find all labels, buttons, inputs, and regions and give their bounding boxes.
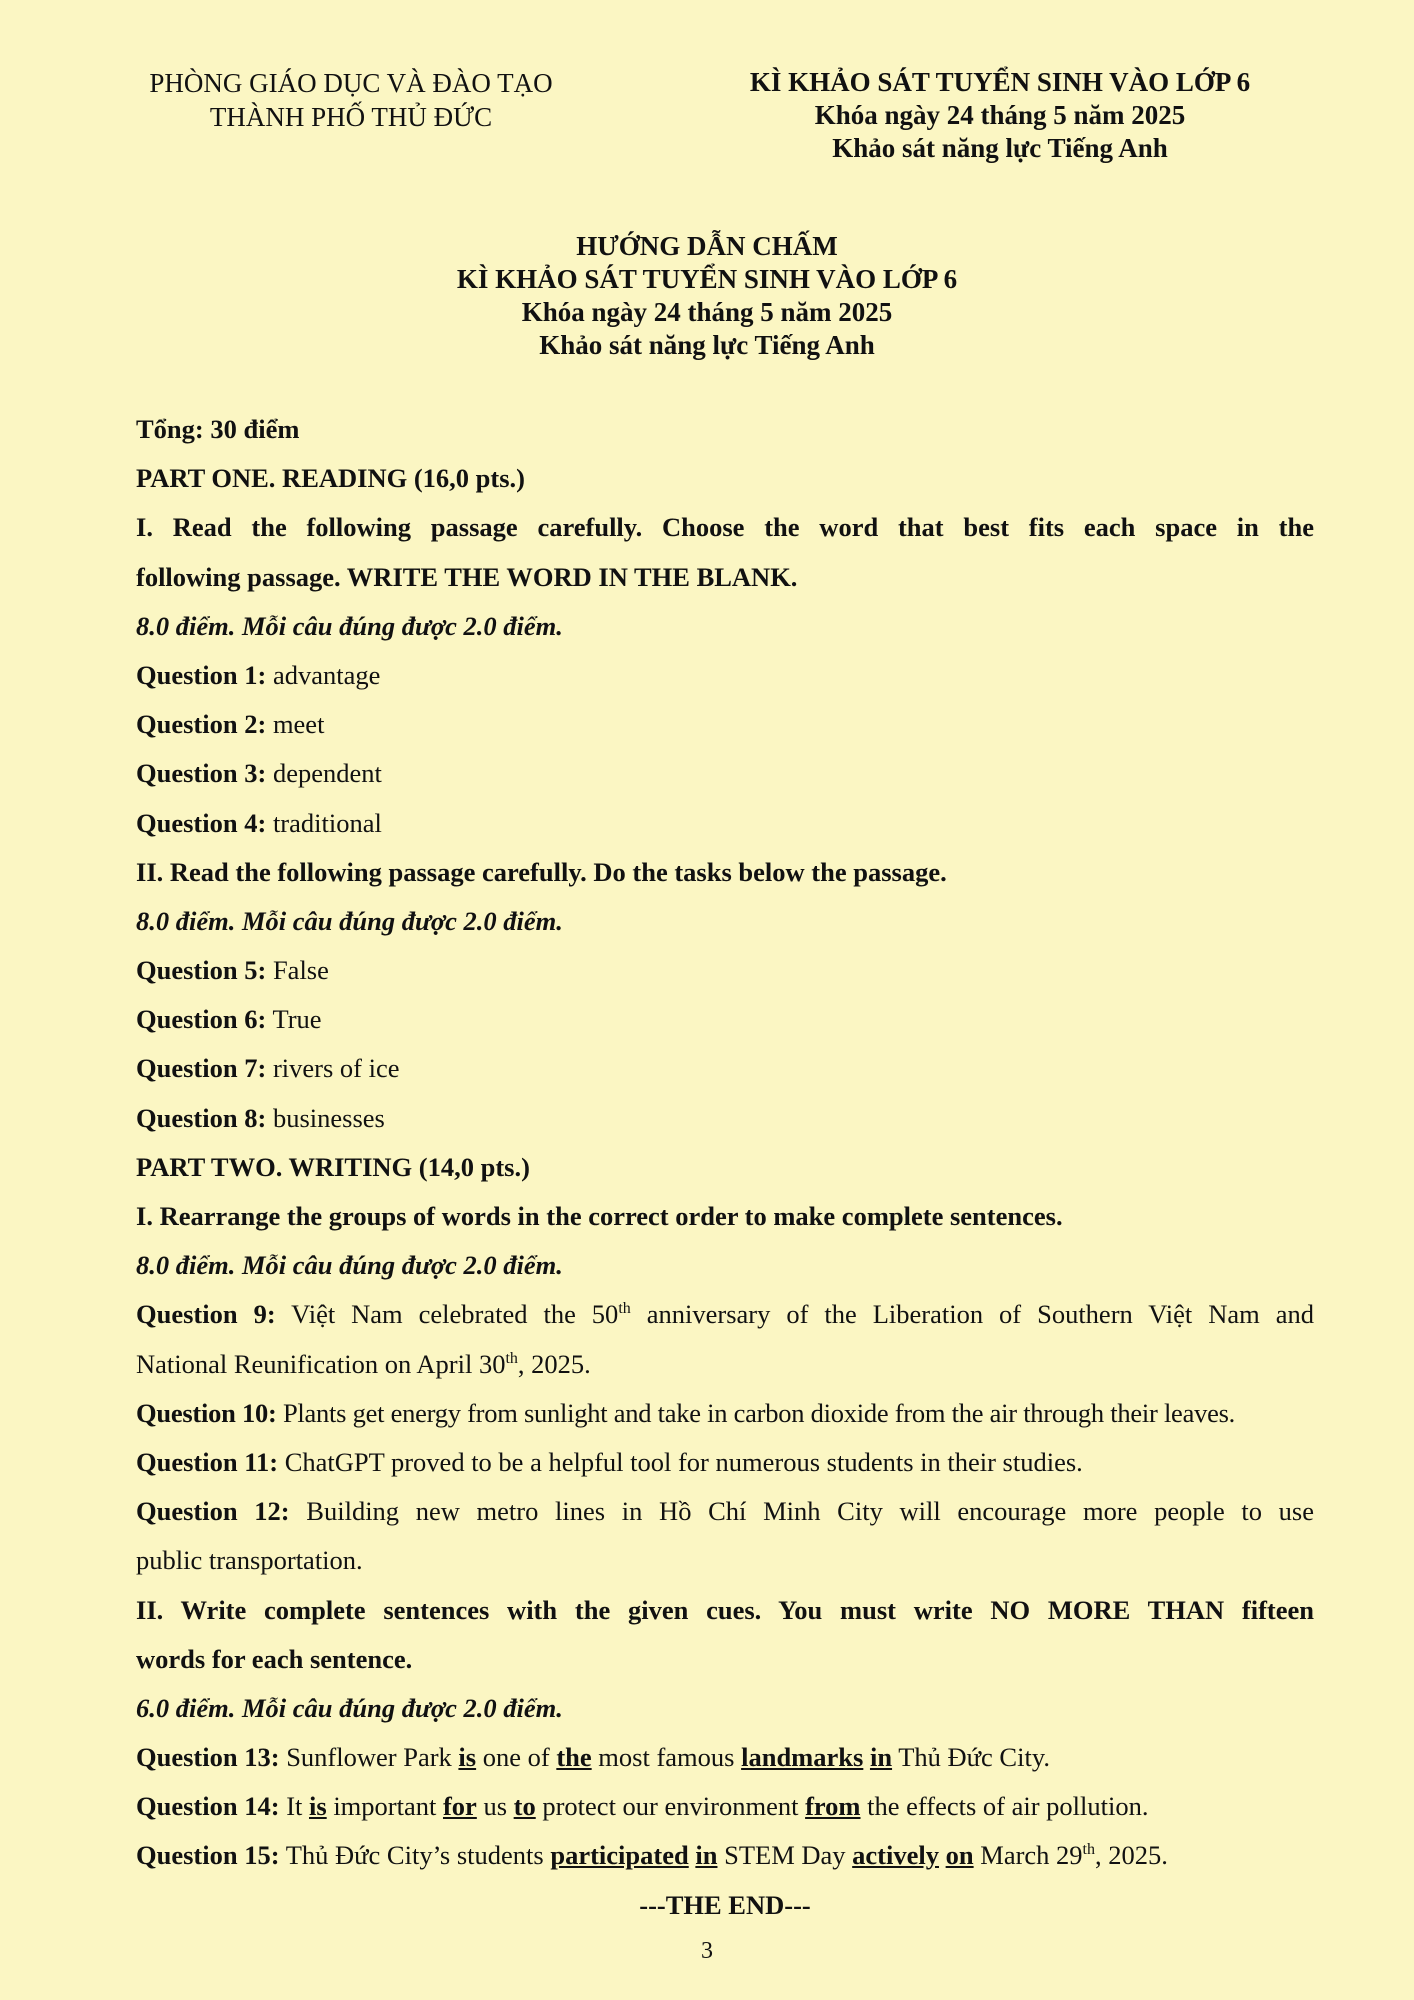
answer-text: anniversary of the Liberation of Southern Việt Nam and — [646, 1299, 1314, 1330]
header-right — [720, 66, 1280, 165]
answer-text: one of — [482, 1742, 550, 1773]
answer-line-q11 — [136, 1442, 1314, 1491]
header-left — [136, 66, 566, 134]
department-name: PHÒNG GIÁO DỤC VÀ ĐÀO TẠO — [149, 68, 553, 98]
superscript: th — [618, 1300, 631, 1318]
part-one-section-1-instruction: I. Read the following passage carefully. Choose the word that best fits each space in the — [136, 512, 1314, 543]
question-label: Question 11: — [136, 1446, 279, 1477]
underlined-word: in — [695, 1840, 718, 1871]
answer-text: False — [272, 955, 329, 986]
answer-text: , 2025. — [1095, 1840, 1168, 1871]
question-label: Question 5: — [136, 955, 267, 986]
underlined-word: from — [805, 1791, 861, 1822]
answer-text: Building new metro lines in Hồ Chí Minh City will encourage more people to use — [306, 1496, 1315, 1527]
question-label: Question 8: — [136, 1102, 267, 1133]
underlined-word: the — [556, 1742, 592, 1773]
answer-line — [136, 655, 1314, 704]
underlined-word: is — [309, 1791, 327, 1822]
question-label: Question 7: — [136, 1053, 267, 1084]
part-one-heading: PART ONE. READING (16,0 pts.) — [136, 463, 525, 494]
underlined-word: actively — [852, 1840, 939, 1871]
answer-text: Plants get energy from sunlight and take in carbon dioxide from the air through their leaves. — [282, 1397, 1236, 1428]
answer-text: , 2025. — [517, 1348, 591, 1379]
the-end-marker: ---THE END--- — [639, 1889, 811, 1920]
answer-line — [136, 950, 1314, 999]
answer-text: important — [333, 1791, 437, 1822]
answer-line — [136, 704, 1314, 753]
answer-text: the effects of air pollution. — [867, 1791, 1149, 1822]
title-line-1: HƯỚNG DẪN CHẤM — [576, 231, 838, 261]
city-name: THÀNH PHỐ THỦ ĐỨC — [209, 102, 493, 132]
answer-line-q10 — [136, 1393, 1314, 1442]
answer-line-q13 — [136, 1737, 1314, 1786]
question-label: Question 6: — [136, 1004, 267, 1035]
answer-line-q12 — [136, 1491, 1314, 1540]
answer-line-q9-cont — [136, 1344, 1314, 1393]
answer-text: STEM Day — [724, 1840, 846, 1871]
answer-text: dependent — [272, 758, 382, 789]
answer-line — [136, 753, 1314, 802]
part-two-section-1-instruction: I. Rearrange the groups of words in the correct order to make complete sentences. — [136, 1201, 1063, 1231]
answer-text: National Reunification on April 30 — [136, 1348, 506, 1379]
section-points: 8.0 điểm. Mỗi câu đúng được 2.0 điểm. — [136, 610, 563, 641]
answer-text: protect our environment — [542, 1791, 799, 1822]
answer-text: us — [483, 1791, 508, 1822]
part-one-section-2-instruction: II. Read the following passage carefully. Do the tasks below the passage. — [136, 856, 947, 887]
answer-line — [136, 999, 1314, 1048]
question-label: Question 15: — [136, 1840, 280, 1871]
answer-text: rivers of ice — [272, 1053, 400, 1084]
title-line-2: KÌ KHẢO SÁT TUYỂN SINH VÀO LỚP 6 — [456, 264, 958, 294]
question-label: Question 1: — [136, 659, 267, 690]
answer-text: ChatGPT proved to be a helpful tool for numerous students in their studies. — [284, 1446, 1083, 1477]
exam-subject: Khảo sát năng lực Tiếng Anh — [832, 133, 1168, 163]
question-label: Question 2: — [136, 709, 267, 740]
superscript: th — [505, 1349, 518, 1367]
answer-line-q14 — [136, 1786, 1314, 1835]
question-label: Question 14: — [136, 1791, 280, 1822]
answer-line — [136, 1098, 1314, 1147]
superscript: th — [1082, 1841, 1095, 1859]
section-points: 8.0 điểm. Mỗi câu đúng được 2.0 điểm. — [136, 1250, 563, 1281]
answer-key-content — [136, 409, 1314, 1934]
answer-text: March 29 — [980, 1840, 1083, 1871]
title-line-3: Khóa ngày 24 tháng 5 năm 2025 — [521, 297, 893, 327]
answer-text: It — [286, 1791, 303, 1822]
part-two-section-2-instruction: II. Write complete sentences with the given cues. You must write NO MORE THAN fifteen — [136, 1594, 1314, 1625]
question-label: Question 10: — [136, 1397, 277, 1428]
exam-date: Khóa ngày 24 tháng 5 năm 2025 — [814, 100, 1186, 130]
answer-text: Sunflower Park — [286, 1742, 452, 1773]
page-number: 3 — [701, 1938, 713, 1964]
underlined-word: is — [458, 1742, 477, 1773]
answer-text: Việt Nam celebrated the 50 — [291, 1299, 619, 1330]
answer-line — [136, 803, 1314, 852]
document-title — [0, 230, 1414, 362]
section-points: 6.0 điểm. Mỗi câu đúng được 2.0 điểm. — [136, 1692, 563, 1723]
answer-text: most famous — [598, 1742, 735, 1773]
answer-text: businesses — [272, 1102, 385, 1133]
answer-text: Thủ Đức City’s students — [285, 1840, 544, 1871]
answer-text: public transportation. — [136, 1545, 363, 1576]
exam-name: KÌ KHẢO SÁT TUYỂN SINH VÀO LỚP 6 — [749, 67, 1251, 97]
question-label: Question 9: — [136, 1299, 276, 1330]
answer-text: meet — [272, 709, 325, 740]
answer-line-q12-cont — [136, 1540, 1314, 1589]
total-score: Tổng: 30 điểm — [136, 414, 300, 444]
answer-line-q9 — [136, 1294, 1314, 1343]
section-points: 8.0 điểm. Mỗi câu đúng được 2.0 điểm. — [136, 905, 563, 936]
answer-text: traditional — [272, 807, 382, 838]
underlined-word: in — [869, 1742, 893, 1773]
answer-text: advantage — [272, 659, 381, 690]
title-line-4: Khảo sát năng lực Tiếng Anh — [539, 330, 875, 360]
question-label: Question 3: — [136, 758, 267, 789]
underlined-word: for — [442, 1791, 477, 1822]
underlined-word: landmarks — [741, 1742, 864, 1773]
answer-line-q15 — [136, 1835, 1314, 1884]
answer-line — [136, 1048, 1314, 1097]
question-label: Question 4: — [136, 807, 267, 838]
answer-text: Thủ Đức City. — [898, 1742, 1050, 1773]
answer-text: True — [272, 1004, 322, 1035]
question-label: Question 13: — [136, 1742, 280, 1773]
part-one-section-1-instruction-cont: following passage. WRITE THE WORD IN THE BLANK. — [136, 561, 798, 592]
part-two-heading: PART TWO. WRITING (14,0 pts.) — [136, 1151, 530, 1182]
question-label: Question 12: — [136, 1496, 290, 1527]
underlined-word: to — [513, 1791, 536, 1822]
underlined-word: participated — [550, 1840, 689, 1871]
part-two-section-2-instruction-cont: words for each sentence. — [136, 1643, 413, 1674]
underlined-word: on — [945, 1840, 974, 1871]
